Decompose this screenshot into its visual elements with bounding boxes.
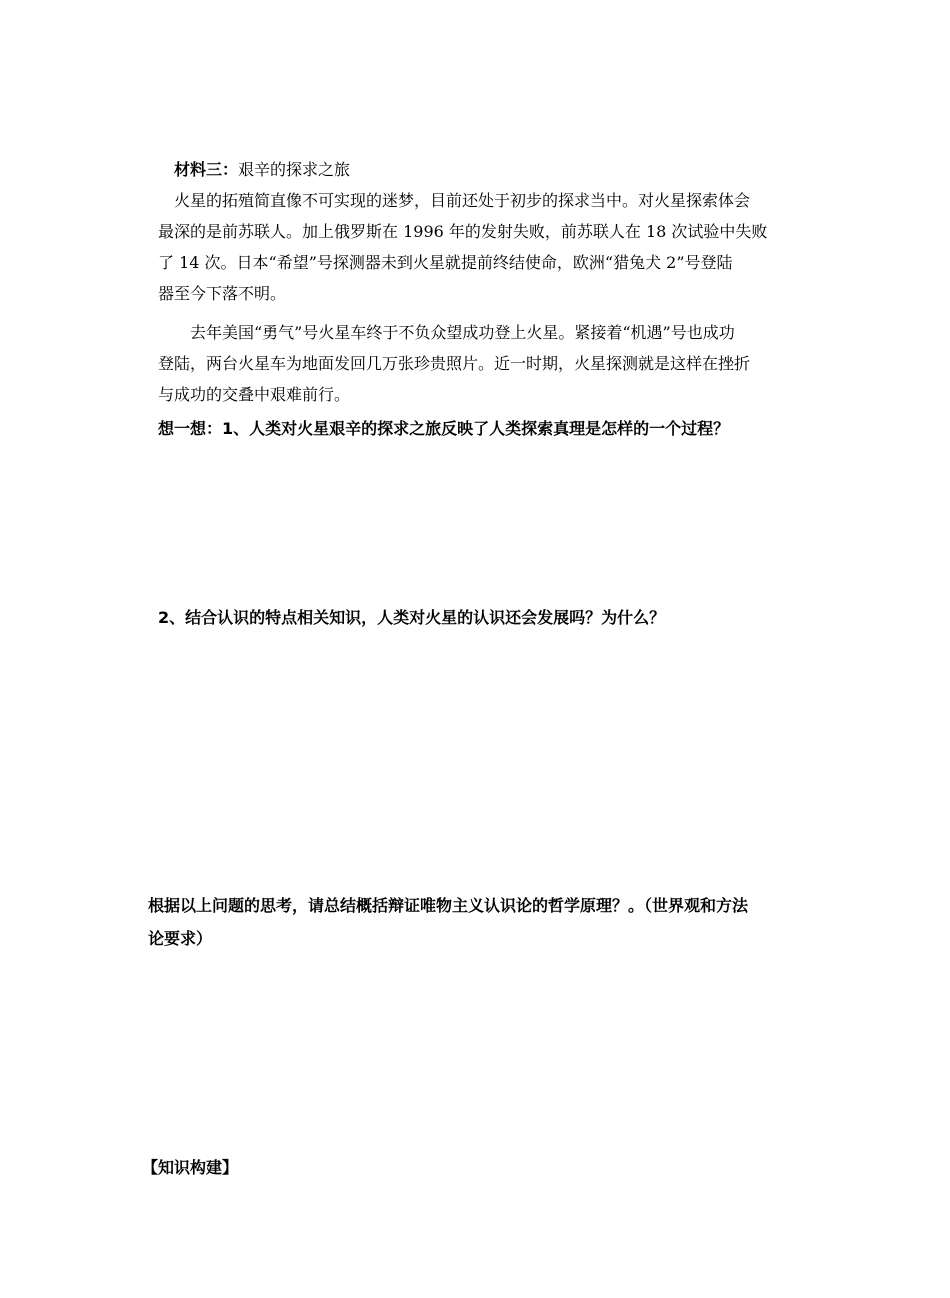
section-heading-knowledge-build: 【知识构建】 — [142, 1158, 239, 1177]
question-2: 2、结合认识的特点相关知识，人类对火星的认识还会发展吗？为什么？ — [158, 608, 666, 627]
question-3-line-2: 论要求） — [148, 929, 213, 948]
material3-label: 材料三： — [174, 160, 239, 179]
material3-paragraph-2 — [158, 317, 808, 410]
paragraph-line: 了 14 次。日本“希望”号探测器未到火星就提前终结使命，欧洲“猎兔犬 2”号登陆 — [158, 253, 733, 272]
paragraph-line: 去年美国“勇气”号火星车终于不负众望成功登上火星。紧接着“机遇”号也成功 — [158, 323, 735, 342]
material3-title: 艰辛的探求之旅 — [238, 160, 351, 179]
paragraph-line: 最深的是前苏联人。加上俄罗斯在 1996 年的发射失败，前苏联人在 18 次试验中失败 — [158, 222, 768, 241]
paragraph-line: 与成功的交叠中艰难前行。 — [158, 385, 351, 404]
paragraph-line: 登陆，两台火星车为地面发回几万张珍贵照片。近一时期，火星探测就是这样在挫折 — [158, 354, 751, 373]
question-3-line-1: 根据以上问题的思考，请总结概括辩证唯物主义认识论的哲学原理？。（世界观和方法 — [148, 896, 749, 915]
material3-paragraph-1 — [158, 185, 808, 309]
material3-heading — [174, 160, 350, 180]
paragraph-line: 器至今下落不明。 — [158, 284, 287, 303]
paragraph-line: 火星的拓殖简直像不可实现的迷梦，目前还处于初步的探求当中。对火星探索体会 — [158, 191, 751, 210]
question-1: 想一想：1、人类对火星艰辛的探求之旅反映了人类探索真理是怎样的一个过程？ — [158, 419, 730, 438]
